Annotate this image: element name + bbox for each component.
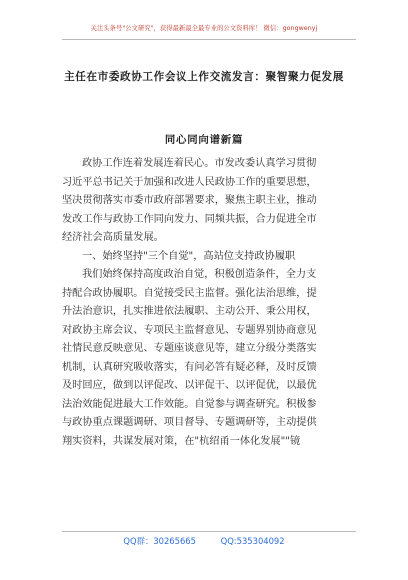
section-heading: 一、始终坚持"三个自觉"，高站位支持政协履职 [82, 250, 296, 262]
header-divider [62, 39, 356, 40]
body-line: 机制，认真研究吸收落实，有问必答有疑必释，及时反馈 [62, 361, 317, 373]
body-line: 及时回应，做到以评促改、以评促干、以评促优，以最优 [62, 380, 317, 391]
body-line: 与政协重点课题调研、项目督导、专题调研等，主动提供 [62, 417, 317, 428]
footer-contact [0, 535, 408, 547]
body-line: 经济社会高质量发展。 [62, 232, 164, 243]
body-line: 我们始终保持高度政治自觉，积极创造条件，全力支 [82, 269, 317, 280]
body-line: 持配合政协履职。自觉接受民主监督。强化法治思维，提 [62, 287, 317, 299]
body-line: 对政协主席会议、专项民主监督意见、专题界别协商意见 [62, 324, 317, 336]
body-line: 社情民意反映意见、专题座谈意见等，建立分级分类落实 [62, 343, 317, 354]
body-line: 升法治意识，扎实推进依法履职、主动公开、秉公用权， [62, 306, 317, 317]
header-banner: 关注头条号"公文研究"，获得最新最全最专业的公文资料库！ 微信：gongwenyj [90, 25, 318, 32]
body-line: 坚决贯彻落实市委市政府部署要求，聚焦主职主业，推动 [62, 195, 317, 206]
footer-divider [62, 531, 356, 532]
document-body [62, 155, 362, 451]
footer-qq-number: QQ:535304092 [220, 536, 285, 546]
body-line: 发改工作与政协工作同向发力、同频共振，合力促进全市 [62, 213, 317, 225]
body-line: 法治效能促进最大工作效能。自觉参与调查研究。积极参 [62, 398, 317, 410]
body-line: 习近平总书记关于加强和改进人民政协工作的重要思想， [62, 176, 317, 188]
body-line: 政协工作连着发展连着民心。市发改委认真学习贯彻 [82, 158, 317, 169]
document-title: 主任在市委政协工作会议上作交流发言：聚智聚力促发展 [64, 71, 344, 83]
body-line: 翔实资料，共谋发展对策，在"杭绍甬一体化发展""镜 [62, 435, 301, 447]
footer-qq-group: QQ群：30265665 [123, 536, 196, 546]
document-subtitle: 同心同向谱新篇 [164, 134, 244, 146]
